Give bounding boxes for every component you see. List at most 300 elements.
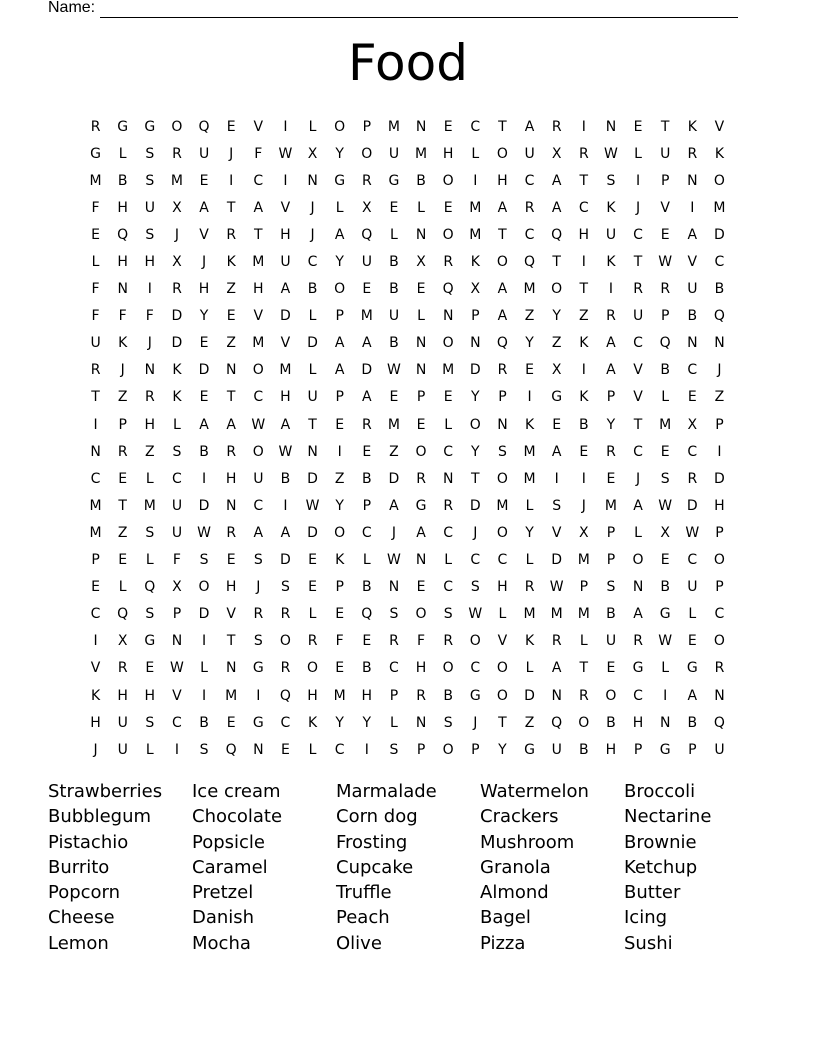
grid-letter: J xyxy=(581,497,586,514)
grid-letter: F xyxy=(254,145,263,162)
grid-letter: E xyxy=(199,389,209,406)
grid-letter: R xyxy=(117,443,128,460)
grid-letter: A xyxy=(334,335,345,352)
grid-letter: U xyxy=(144,199,155,216)
grid-letter: Y xyxy=(471,443,480,460)
grid-letter: S xyxy=(172,443,182,460)
grid-letter: L xyxy=(362,552,371,569)
grid-letter: I xyxy=(608,281,613,298)
grid-letter: I xyxy=(283,118,288,135)
word-list-item: Cheese xyxy=(48,907,115,929)
grid-letter: X xyxy=(470,281,481,298)
grid-letter: O xyxy=(496,524,508,541)
grid-letter: L xyxy=(173,416,181,433)
grid-letter: R xyxy=(606,443,616,460)
grid-letter: J xyxy=(229,145,234,162)
grid-row xyxy=(82,248,734,275)
grid-letter: M xyxy=(469,199,482,216)
grid-letter: C xyxy=(714,606,725,623)
grid-letter: M xyxy=(523,281,536,298)
grid-letter: R xyxy=(144,389,155,406)
grid-letter: F xyxy=(91,199,100,216)
grid-row xyxy=(82,438,734,465)
grid-letter: K xyxy=(172,362,182,379)
grid-letter: V xyxy=(687,254,698,271)
grid-letter: K xyxy=(579,335,589,352)
grid-letter: I xyxy=(690,199,695,216)
grid-letter: C xyxy=(334,741,345,758)
grid-letter: Q xyxy=(279,687,291,704)
grid-letter: N xyxy=(442,470,454,487)
grid-letter: L xyxy=(417,199,425,216)
grid-letter: N xyxy=(117,281,128,298)
grid-letter: A xyxy=(416,524,426,541)
grid-letter: O xyxy=(496,470,508,487)
grid-letter: L xyxy=(444,416,453,433)
grid-letter: S xyxy=(253,633,263,650)
grid-letter: R xyxy=(551,633,562,650)
grid-letter: W xyxy=(387,552,401,569)
grid-letter: B xyxy=(687,714,698,731)
grid-letter: Y xyxy=(362,714,372,731)
grid-letter: S xyxy=(443,714,453,731)
grid-letter: H xyxy=(198,281,210,298)
grid-letter: B xyxy=(362,579,372,596)
grid-letter: M xyxy=(252,335,265,352)
grid-row xyxy=(82,194,734,221)
name-field xyxy=(48,0,738,18)
grid-letter: M xyxy=(89,524,102,541)
grid-letter: L xyxy=(308,118,317,135)
grid-letter: Y xyxy=(471,389,480,406)
grid-letter: E xyxy=(308,552,317,569)
grid-letter: E xyxy=(118,470,128,487)
grid-letter: E xyxy=(552,416,562,433)
grid-letter: K xyxy=(606,199,616,216)
grid-letter: H xyxy=(714,497,725,514)
grid-letter: N xyxy=(470,335,481,352)
grid-letter: U xyxy=(388,308,400,325)
grid-letter: K xyxy=(172,389,182,406)
grid-row xyxy=(82,357,734,384)
grid-letter: D xyxy=(714,226,725,243)
grid-letter: R xyxy=(307,633,318,650)
grid-letter: C xyxy=(280,714,291,731)
grid-letter: A xyxy=(606,362,616,379)
grid-letter: G xyxy=(551,389,563,406)
grid-row xyxy=(82,113,734,140)
grid-letter: I xyxy=(527,389,532,406)
word-list-item: Cupcake xyxy=(336,856,414,878)
word-list-item: Olive xyxy=(336,932,382,954)
grid-letter: W xyxy=(170,660,184,677)
grid-letter: O xyxy=(496,687,508,704)
grid-letter: G xyxy=(659,606,671,623)
grid-letter: F xyxy=(145,308,154,325)
grid-letter: C xyxy=(253,389,264,406)
grid-letter: M xyxy=(550,606,563,623)
grid-letter: S xyxy=(145,226,155,243)
grid-letter: B xyxy=(280,470,291,487)
grid-letter: N xyxy=(225,362,237,379)
grid-letter: R xyxy=(253,606,264,623)
grid-letter: S xyxy=(280,579,290,596)
grid-row xyxy=(82,167,734,194)
grid-letter: Q xyxy=(117,226,129,243)
grid-letter: W xyxy=(604,145,618,162)
grid-letter: I xyxy=(229,172,234,189)
grid-letter: R xyxy=(687,470,698,487)
grid-letter: R xyxy=(687,145,698,162)
grid-letter: A xyxy=(226,416,236,433)
grid-letter: P xyxy=(498,389,507,406)
name-blank-line xyxy=(100,2,738,18)
grid-row xyxy=(82,628,734,655)
grid-letter: A xyxy=(497,199,508,216)
grid-letter: G xyxy=(90,145,101,162)
grid-letter: Y xyxy=(335,497,344,514)
grid-letter: M xyxy=(170,172,183,189)
grid-letter: X xyxy=(416,254,426,271)
grid-letter: K xyxy=(524,633,535,650)
grid-letter: Z xyxy=(117,524,128,541)
grid-letter: S xyxy=(145,606,155,623)
grid-letter: L xyxy=(444,552,453,569)
grid-letter: E xyxy=(660,552,670,569)
grid-letter: U xyxy=(687,281,698,298)
grid-letter: M xyxy=(713,199,726,216)
grid-letter: J xyxy=(473,524,478,541)
grid-letter: N xyxy=(497,416,508,433)
grid-letter: R xyxy=(226,443,237,460)
grid-letter: L xyxy=(145,741,154,758)
grid-letter: U xyxy=(117,741,128,758)
grid-letter: E xyxy=(199,335,209,352)
grid-letter: S xyxy=(389,741,399,758)
grid-letter: G xyxy=(144,118,156,135)
grid-letter: L xyxy=(634,524,642,541)
grid-letter: E xyxy=(362,633,372,650)
grid-letter: W xyxy=(278,145,293,162)
grid-letter: C xyxy=(253,172,264,189)
grid-letter: R xyxy=(443,254,454,271)
grid-letter: T xyxy=(471,470,480,487)
grid-letter: M xyxy=(523,606,536,623)
grid-letter: R xyxy=(633,633,643,650)
grid-letter: G xyxy=(388,172,400,189)
grid-letter: U xyxy=(307,389,318,406)
grid-letter: R xyxy=(226,226,237,243)
grid-letter: A xyxy=(253,524,264,541)
grid-letter: L xyxy=(335,199,344,216)
grid-letter: O xyxy=(198,579,210,596)
grid-letter: A xyxy=(551,660,562,677)
grid-letter: M xyxy=(577,606,590,623)
grid-letter: C xyxy=(307,254,318,271)
grid-letter: Q xyxy=(361,606,373,623)
grid-row xyxy=(82,303,734,330)
grid-letter: O xyxy=(415,606,427,623)
grid-letter: L xyxy=(145,552,154,569)
grid-letter: N xyxy=(171,633,183,650)
grid-letter: J xyxy=(120,362,125,379)
grid-letter: G xyxy=(117,118,129,135)
grid-letter: N xyxy=(307,172,318,189)
grid-letter: D xyxy=(198,497,210,514)
grid-letter: O xyxy=(713,172,725,189)
grid-letter: T xyxy=(254,226,263,243)
grid-row xyxy=(82,330,734,357)
grid-letter: B xyxy=(714,281,725,298)
grid-letter: P xyxy=(633,741,643,758)
grid-letter: F xyxy=(335,633,344,650)
grid-letter: N xyxy=(714,687,725,704)
grid-letter: O xyxy=(469,633,481,650)
grid-letter: U xyxy=(171,497,183,514)
word-list xyxy=(48,779,768,956)
grid-letter: E xyxy=(118,552,128,569)
grid-letter: M xyxy=(387,118,400,135)
grid-letter: C xyxy=(578,199,589,216)
word-list-item: Pistachio xyxy=(48,831,129,853)
grid-letter: P xyxy=(335,389,344,406)
word-list-item: Crackers xyxy=(480,806,559,828)
grid-letter: Q xyxy=(551,714,563,731)
grid-letter: Y xyxy=(525,335,534,352)
grid-letter: H xyxy=(442,145,454,162)
grid-letter: N xyxy=(687,172,698,189)
grid-letter: O xyxy=(415,443,427,460)
grid-letter: A xyxy=(551,172,562,189)
grid-row xyxy=(82,221,734,248)
grid-letter: P xyxy=(688,741,697,758)
grid-letter: A xyxy=(362,335,372,352)
grid-row xyxy=(82,384,734,411)
grid-letter: B xyxy=(660,579,670,596)
grid-letter: H xyxy=(361,687,373,704)
grid-letter: Q xyxy=(225,741,237,758)
grid-letter: U xyxy=(253,470,264,487)
grid-letter: P xyxy=(606,524,616,541)
grid-letter: R xyxy=(90,118,101,135)
grid-letter: L xyxy=(118,579,127,596)
grid-letter: T xyxy=(498,714,507,731)
grid-letter: M xyxy=(577,552,590,569)
grid-letter: E xyxy=(145,660,155,677)
grid-letter: Q xyxy=(524,254,536,271)
grid-letter: B xyxy=(362,470,372,487)
grid-letter: R xyxy=(443,497,454,514)
grid-letter: I xyxy=(201,687,207,704)
grid-letter: I xyxy=(93,416,98,433)
grid-letter: X xyxy=(551,145,562,162)
word-list-item: Butter xyxy=(624,882,681,904)
grid-letter: G xyxy=(632,660,644,677)
grid-letter: Q xyxy=(496,335,508,352)
grid-letter: X xyxy=(551,362,562,379)
grid-letter: M xyxy=(442,362,455,379)
grid-letter: E xyxy=(687,633,697,650)
grid-letter: L xyxy=(634,145,642,162)
grid-letter: A xyxy=(362,389,372,406)
grid-letter: Y xyxy=(335,714,344,731)
grid-letter: Q xyxy=(659,335,671,352)
word-list-item: Danish xyxy=(192,907,255,929)
grid-letter: I xyxy=(635,172,641,189)
grid-letter: G xyxy=(415,497,427,514)
grid-letter: Y xyxy=(525,524,534,541)
grid-letter: P xyxy=(471,741,480,758)
grid-letter: K xyxy=(606,254,616,271)
grid-letter: L xyxy=(661,660,670,677)
grid-letter: A xyxy=(497,308,508,325)
grid-letter: C xyxy=(633,443,643,460)
grid-letter: D xyxy=(551,552,563,569)
grid-letter: S xyxy=(606,579,616,596)
grid-letter: A xyxy=(280,416,291,433)
grid-letter: O xyxy=(334,281,346,298)
grid-letter: N xyxy=(415,552,427,569)
grid-letter: X xyxy=(172,254,182,271)
grid-letter: P xyxy=(471,308,480,325)
grid-letter: H xyxy=(144,416,156,433)
grid-letter: T xyxy=(226,389,236,406)
grid-letter: M xyxy=(523,443,536,460)
grid-letter: N xyxy=(225,497,237,514)
word-list-item: Nectarine xyxy=(624,806,712,828)
grid-letter: J xyxy=(147,335,152,352)
grid-letter: L xyxy=(417,308,425,325)
grid-letter: I xyxy=(364,741,369,758)
grid-letter: C xyxy=(714,254,725,271)
grid-letter: M xyxy=(279,362,292,379)
grid-letter: Z xyxy=(524,714,535,731)
grid-letter: N xyxy=(605,118,617,135)
grid-letter: V xyxy=(90,660,101,677)
grid-letter: A xyxy=(334,226,345,243)
grid-letter: O xyxy=(252,443,264,460)
grid-letter: D xyxy=(686,497,698,514)
grid-letter: X xyxy=(687,416,698,433)
grid-letter: N xyxy=(90,443,101,460)
grid-letter: O xyxy=(171,118,183,135)
grid-letter: S xyxy=(199,741,209,758)
grid-letter: L xyxy=(525,497,534,514)
grid-row xyxy=(82,411,734,438)
grid-letter: T xyxy=(118,497,127,514)
grid-letter: U xyxy=(117,714,128,731)
grid-letter: K xyxy=(470,254,480,271)
grid-letter: I xyxy=(581,362,586,379)
grid-letter: I xyxy=(554,470,559,487)
grid-letter: J xyxy=(635,199,641,216)
grid-letter: F xyxy=(118,308,127,325)
grid-letter: P xyxy=(606,552,616,569)
grid-letter: I xyxy=(201,470,207,487)
grid-letter: R xyxy=(90,362,101,379)
grid-letter: R xyxy=(389,633,399,650)
grid-letter: P xyxy=(715,579,724,596)
grid-letter: Z xyxy=(334,470,345,487)
grid-letter: R xyxy=(551,118,562,135)
grid-letter: O xyxy=(307,660,319,677)
grid-letter: C xyxy=(90,606,101,623)
grid-letter: E xyxy=(362,443,372,460)
grid-letter: S xyxy=(145,172,155,189)
grid-letter: V xyxy=(280,199,291,216)
grid-letter: I xyxy=(473,172,478,189)
grid-letter: S xyxy=(145,145,155,162)
grid-letter: S xyxy=(145,714,155,731)
grid-letter: E xyxy=(226,552,236,569)
grid-letter: D xyxy=(171,335,183,352)
grid-letter: C xyxy=(633,226,643,243)
word-list-item: Icing xyxy=(624,907,668,929)
grid-letter: L xyxy=(390,714,398,731)
grid-letter: L xyxy=(145,470,154,487)
grid-letter: B xyxy=(199,714,209,731)
grid-letter: Z xyxy=(551,335,562,352)
grid-letter: E xyxy=(443,389,453,406)
grid-letter: J xyxy=(310,199,315,216)
grid-letter: E xyxy=(660,226,670,243)
grid-row xyxy=(82,465,734,492)
grid-letter: E xyxy=(525,362,534,379)
grid-letter: S xyxy=(145,524,155,541)
grid-row xyxy=(82,601,734,628)
grid-letter: H xyxy=(225,470,237,487)
grid-letter: C xyxy=(253,497,264,514)
grid-letter: E xyxy=(199,172,209,189)
grid-letter: R xyxy=(361,172,372,189)
grid-letter: H xyxy=(605,741,617,758)
word-list-item: Watermelon xyxy=(480,781,589,802)
word-list-item: Mocha xyxy=(192,932,251,954)
grid-letter: S xyxy=(606,172,616,189)
grid-letter: G xyxy=(686,660,698,677)
grid-letter: M xyxy=(225,687,238,704)
grid-letter: B xyxy=(606,606,616,623)
grid-letter: D xyxy=(714,470,725,487)
word-list-item: Popcorn xyxy=(48,882,121,904)
grid-letter: Y xyxy=(335,254,344,271)
grid-letter: K xyxy=(226,254,236,271)
word-list-item: Burrito xyxy=(48,856,110,878)
grid-letter: V xyxy=(660,199,670,216)
grid-letter: R xyxy=(443,633,454,650)
grid-letter: B xyxy=(389,254,399,271)
grid-letter: O xyxy=(442,660,454,677)
grid-letter: K xyxy=(579,389,589,406)
grid-letter: R xyxy=(361,416,372,433)
grid-row xyxy=(82,547,734,574)
grid-letter: R xyxy=(524,579,535,596)
grid-letter: O xyxy=(713,552,725,569)
grid-letter: B xyxy=(117,172,128,189)
grid-letter: K xyxy=(687,118,697,135)
grid-letter: C xyxy=(470,660,481,677)
grid-letter: I xyxy=(581,470,586,487)
grid-letter: T xyxy=(633,254,643,271)
grid-letter: C xyxy=(90,470,101,487)
grid-letter: R xyxy=(226,524,237,541)
grid-letter: P xyxy=(416,741,426,758)
grid-letter: M xyxy=(415,145,428,162)
grid-letter: I xyxy=(256,687,261,704)
grid-letter: B xyxy=(687,308,698,325)
grid-letter: W xyxy=(387,362,401,379)
grid-letter: Z xyxy=(226,335,236,352)
